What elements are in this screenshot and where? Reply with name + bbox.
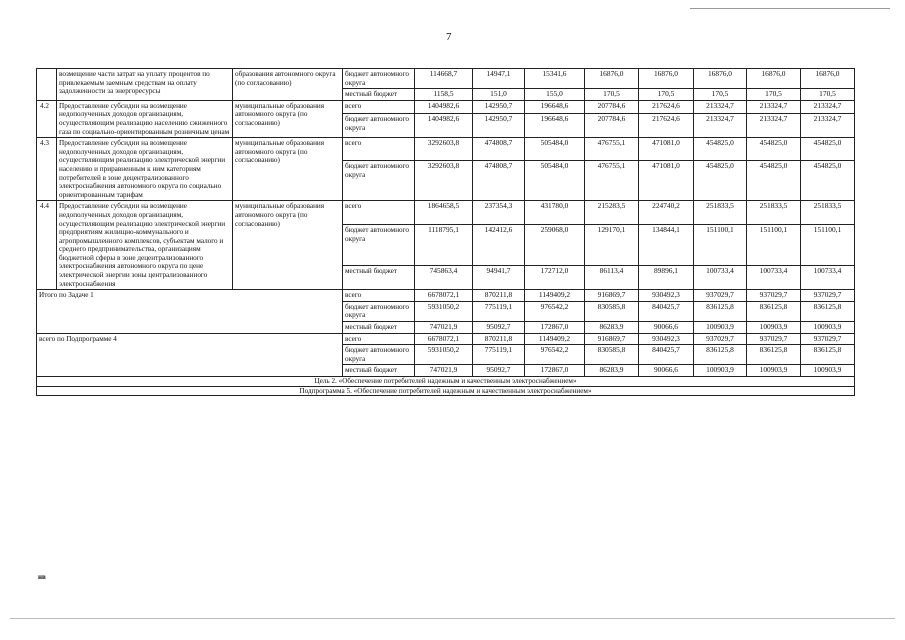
amount-cell: 207784,6 bbox=[585, 100, 639, 114]
amount-cell: 836125,8 bbox=[747, 345, 801, 365]
amount-cell: 15341,6 bbox=[525, 69, 585, 89]
row-number: 4.4 bbox=[37, 201, 57, 290]
executor: муниципальные образования автономного округа (по согласованию) bbox=[233, 201, 343, 290]
amount-cell: 16876,0 bbox=[585, 69, 639, 89]
amount-cell: 930492,3 bbox=[639, 290, 694, 302]
amount-cell: 142950,7 bbox=[473, 100, 525, 114]
amount-cell: 937029,7 bbox=[801, 290, 855, 302]
total-title: Итого по Задаче 1 bbox=[37, 290, 343, 333]
amount-cell: 747021,9 bbox=[415, 365, 473, 377]
amount-cell: 86113,4 bbox=[585, 266, 639, 290]
table-body bbox=[37, 69, 855, 396]
amount-cell: 170,5 bbox=[639, 89, 694, 101]
footer-mark: нв bbox=[38, 573, 46, 581]
amount-cell: 6678072,1 bbox=[415, 290, 473, 302]
amount-cell: 836125,8 bbox=[694, 345, 747, 365]
amount-cell: 170,5 bbox=[747, 89, 801, 101]
amount-cell: 213324,7 bbox=[747, 100, 801, 114]
amount-cell: 172867,0 bbox=[525, 322, 585, 334]
section-banner-row bbox=[37, 386, 855, 396]
amount-cell: 89896,1 bbox=[639, 266, 694, 290]
amount-cell: 90066,6 bbox=[639, 365, 694, 377]
amount-cell: 474808,7 bbox=[473, 161, 525, 201]
amount-cell: 747021,9 bbox=[415, 322, 473, 334]
amount-cell: 100903,9 bbox=[694, 365, 747, 377]
amount-cell: 259068,0 bbox=[525, 225, 585, 266]
amount-cell: 224740,2 bbox=[639, 201, 694, 225]
amount-cell: 251833,5 bbox=[801, 201, 855, 225]
amount-cell: 151100,1 bbox=[747, 225, 801, 266]
amount-cell: 217624,6 bbox=[639, 114, 694, 138]
amount-cell: 976542,2 bbox=[525, 345, 585, 365]
amount-cell: 937029,7 bbox=[801, 333, 855, 345]
amount-cell: 505484,0 bbox=[525, 138, 585, 161]
amount-cell: 142412,6 bbox=[473, 225, 525, 266]
amount-cell: 100903,9 bbox=[694, 322, 747, 334]
amount-cell: 155,0 bbox=[525, 89, 585, 101]
measure-name: Предоставление субсидии на возмещение недополученных доходов организациям, осуществляющим реализацию населению сжиженного газа по социально-ориентированным розничным ценам bbox=[57, 100, 233, 137]
amount-cell: 836125,8 bbox=[801, 345, 855, 365]
measure-name: возмещение части затрат на уплату процентов по привлекаемым заемным средствам на оплату задолженности за энергоресурсы bbox=[57, 69, 233, 101]
amount-cell: 836125,8 bbox=[747, 301, 801, 321]
amount-cell: 1158,5 bbox=[415, 89, 473, 101]
amount-cell: 916869,7 bbox=[585, 333, 639, 345]
executor: образования автономного округа (по согласованию) bbox=[233, 69, 343, 101]
amount-cell: 196648,6 bbox=[525, 114, 585, 138]
amount-cell: 170,5 bbox=[585, 89, 639, 101]
amount-cell: 3292603,8 bbox=[415, 138, 473, 161]
scan-artifact-bottom bbox=[10, 618, 895, 619]
funding-source: местный бюджет bbox=[343, 322, 415, 334]
table-row bbox=[37, 290, 855, 302]
page-number: 7 bbox=[446, 31, 452, 43]
amount-cell: 916869,7 bbox=[585, 290, 639, 302]
funding-source: местный бюджет bbox=[343, 365, 415, 377]
amount-cell: 215283,5 bbox=[585, 201, 639, 225]
amount-cell: 930492,3 bbox=[639, 333, 694, 345]
amount-cell: 1404982,6 bbox=[415, 100, 473, 114]
amount-cell: 870211,8 bbox=[473, 290, 525, 302]
amount-cell: 16876,0 bbox=[639, 69, 694, 89]
amount-cell: 172867,0 bbox=[525, 365, 585, 377]
funding-source: местный бюджет bbox=[343, 266, 415, 290]
amount-cell: 1149409,2 bbox=[525, 290, 585, 302]
amount-cell: 100903,9 bbox=[747, 322, 801, 334]
amount-cell: 976542,2 bbox=[525, 301, 585, 321]
measure-name: Предоставление субсидии на возмещение недополученных доходов организациям, осуществляющим реализацию электрической энергии населению и приравненным к ним категориям потребителей в зоне децентрализованного электроснабжения автономного округа по социально ориентированным тарифам bbox=[57, 138, 233, 201]
funding-table bbox=[36, 68, 855, 396]
amount-cell: 172712,0 bbox=[525, 266, 585, 290]
amount-cell: 454825,0 bbox=[747, 161, 801, 201]
amount-cell: 90066,6 bbox=[639, 322, 694, 334]
amount-cell: 100733,4 bbox=[747, 266, 801, 290]
amount-cell: 937029,7 bbox=[747, 333, 801, 345]
amount-cell: 1149409,2 bbox=[525, 333, 585, 345]
amount-cell: 251833,5 bbox=[694, 201, 747, 225]
funding-source: бюджет автономного округа bbox=[343, 114, 415, 138]
amount-cell: 937029,7 bbox=[694, 333, 747, 345]
amount-cell: 6678072,1 bbox=[415, 333, 473, 345]
amount-cell: 454825,0 bbox=[801, 161, 855, 201]
amount-cell: 129170,1 bbox=[585, 225, 639, 266]
subprogram-banner: Подпрограмма 5. «Обеспечение потребителей надежным и качественным электроснабжением» bbox=[37, 386, 855, 396]
amount-cell: 775119,1 bbox=[473, 301, 525, 321]
amount-cell: 1118795,1 bbox=[415, 225, 473, 266]
amount-cell: 1864658,5 bbox=[415, 201, 473, 225]
amount-cell: 100903,9 bbox=[801, 322, 855, 334]
funding-source: всего bbox=[343, 138, 415, 161]
amount-cell: 14947,1 bbox=[473, 69, 525, 89]
amount-cell: 86283,9 bbox=[585, 365, 639, 377]
table-row bbox=[37, 201, 855, 225]
table-row bbox=[37, 333, 855, 345]
amount-cell: 830585,8 bbox=[585, 301, 639, 321]
goal-banner: Цель 2. «Обеспечение потребителей надежным и качественным электроснабжением» bbox=[37, 377, 855, 387]
amount-cell: 454825,0 bbox=[694, 161, 747, 201]
amount-cell: 3292603,8 bbox=[415, 161, 473, 201]
amount-cell: 830585,8 bbox=[585, 345, 639, 365]
amount-cell: 937029,7 bbox=[747, 290, 801, 302]
amount-cell: 196648,6 bbox=[525, 100, 585, 114]
amount-cell: 5931050,2 bbox=[415, 345, 473, 365]
measure-name: Предоставление субсидии на возмещение недополученных доходов организациям, осуществляющим реализацию электрической энергии предприятиям жилищно-коммунального и агропромышленного комплексов, субъектам малого и среднего предпринимательства, организациям бюджетной сферы в зоне децентрализованного электроснабжения автономного округа по цене электрической энергии зоны централизованного электроснабжения bbox=[57, 201, 233, 290]
amount-cell: 5931050,2 bbox=[415, 301, 473, 321]
amount-cell: 251833,5 bbox=[747, 201, 801, 225]
amount-cell: 476755,1 bbox=[585, 138, 639, 161]
funding-source: бюджет автономного округа bbox=[343, 301, 415, 321]
amount-cell: 151,0 bbox=[473, 89, 525, 101]
amount-cell: 213324,7 bbox=[694, 100, 747, 114]
funding-source: бюджет автономного округа bbox=[343, 69, 415, 89]
amount-cell: 213324,7 bbox=[801, 100, 855, 114]
funding-source: всего bbox=[343, 333, 415, 345]
amount-cell: 1404982,6 bbox=[415, 114, 473, 138]
funding-source: всего bbox=[343, 100, 415, 114]
amount-cell: 471081,0 bbox=[639, 138, 694, 161]
amount-cell: 775119,1 bbox=[473, 345, 525, 365]
total-title: всего по Подпрограмме 4 bbox=[37, 333, 343, 376]
amount-cell: 114668,7 bbox=[415, 69, 473, 89]
amount-cell: 454825,0 bbox=[747, 138, 801, 161]
amount-cell: 870211,8 bbox=[473, 333, 525, 345]
amount-cell: 213324,7 bbox=[694, 114, 747, 138]
amount-cell: 474808,7 bbox=[473, 138, 525, 161]
amount-cell: 217624,6 bbox=[639, 100, 694, 114]
amount-cell: 476755,1 bbox=[585, 161, 639, 201]
amount-cell: 16876,0 bbox=[801, 69, 855, 89]
funding-source: местный бюджет bbox=[343, 89, 415, 101]
amount-cell: 505484,0 bbox=[525, 161, 585, 201]
section-banner-row bbox=[37, 377, 855, 387]
amount-cell: 840425,7 bbox=[639, 301, 694, 321]
amount-cell: 471081,0 bbox=[639, 161, 694, 201]
amount-cell: 94941,7 bbox=[473, 266, 525, 290]
table-row bbox=[37, 138, 855, 161]
amount-cell: 937029,7 bbox=[694, 290, 747, 302]
amount-cell: 431780,0 bbox=[525, 201, 585, 225]
amount-cell: 142950,7 bbox=[473, 114, 525, 138]
amount-cell: 207784,6 bbox=[585, 114, 639, 138]
row-number: 4.2 bbox=[37, 100, 57, 137]
amount-cell: 95092,7 bbox=[473, 322, 525, 334]
executor: муниципальные образования автономного округа (по согласованию) bbox=[233, 100, 343, 137]
amount-cell: 745863,4 bbox=[415, 266, 473, 290]
amount-cell: 86283,9 bbox=[585, 322, 639, 334]
funding-source: всего bbox=[343, 201, 415, 225]
funding-source: бюджет автономного округа bbox=[343, 345, 415, 365]
amount-cell: 836125,8 bbox=[694, 301, 747, 321]
table-row bbox=[37, 100, 855, 114]
executor: муниципальные образования автономного округа (по согласованию) bbox=[233, 138, 343, 201]
amount-cell: 134844,1 bbox=[639, 225, 694, 266]
amount-cell: 151100,1 bbox=[694, 225, 747, 266]
amount-cell: 454825,0 bbox=[801, 138, 855, 161]
funding-source: бюджет автономного округа bbox=[343, 225, 415, 266]
amount-cell: 840425,7 bbox=[639, 345, 694, 365]
amount-cell: 100733,4 bbox=[694, 266, 747, 290]
amount-cell: 170,5 bbox=[801, 89, 855, 101]
amount-cell: 100733,4 bbox=[801, 266, 855, 290]
row-number: 4.3 bbox=[37, 138, 57, 201]
funding-source: всего bbox=[343, 290, 415, 302]
amount-cell: 95092,7 bbox=[473, 365, 525, 377]
amount-cell: 836125,8 bbox=[801, 301, 855, 321]
amount-cell: 213324,7 bbox=[747, 114, 801, 138]
amount-cell: 16876,0 bbox=[694, 69, 747, 89]
amount-cell: 454825,0 bbox=[694, 138, 747, 161]
amount-cell: 16876,0 bbox=[747, 69, 801, 89]
amount-cell: 100903,9 bbox=[801, 365, 855, 377]
amount-cell: 100903,9 bbox=[747, 365, 801, 377]
scan-artifact-top bbox=[690, 8, 890, 9]
row-number-empty bbox=[37, 69, 57, 101]
amount-cell: 237354,3 bbox=[473, 201, 525, 225]
amount-cell: 213324,7 bbox=[801, 114, 855, 138]
amount-cell: 151100,1 bbox=[801, 225, 855, 266]
table-row bbox=[37, 69, 855, 89]
amount-cell: 170,5 bbox=[694, 89, 747, 101]
funding-source: бюджет автономного округа bbox=[343, 161, 415, 201]
